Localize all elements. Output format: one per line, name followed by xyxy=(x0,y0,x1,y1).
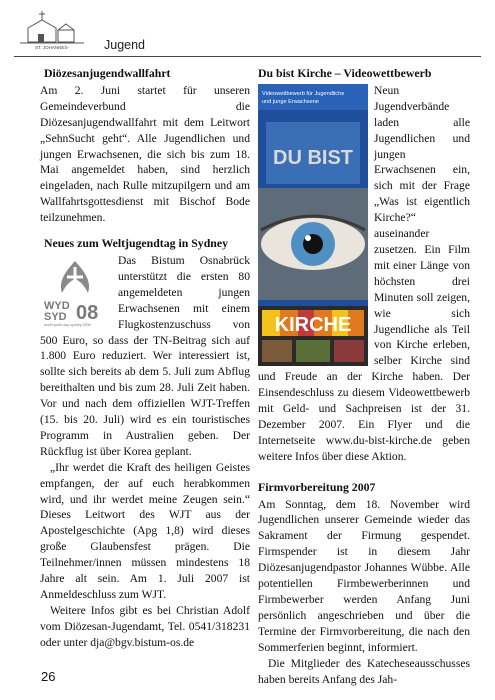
poster-image xyxy=(258,84,368,366)
svg-text:08: 08 xyxy=(76,301,99,324)
svg-text:WYD: WYD xyxy=(44,299,70,312)
article-weltjugendtag xyxy=(40,236,250,651)
svg-text:DU BIST: DU BIST xyxy=(273,146,353,169)
svg-text:world youth day sydney 2008: world youth day sydney 2008 xyxy=(44,322,91,327)
right-column xyxy=(258,66,470,687)
article-title: Firmvorbereitung 2007 xyxy=(258,479,376,494)
wyd-logo xyxy=(40,257,110,327)
article-du-bist-kirche xyxy=(258,66,470,465)
article-title: Neues zum Weltjugendtag in Sydney xyxy=(44,236,228,251)
article-paragraph: Am Sonntag, dem 18. November wird Jugendlichen unserer Gemeinde wieder das Sakrament der Firmung gespendet. Firmspender ist in diesem Jahr Diözesanjugendpastor Johannes Wübbe. Alle potentiellen Firmbewerberinnen und Firmbewerber werden Anfang Juni persönlich angeschrieben und über die Termine der Firmvorbereitung, die nach den Sommerferien beginnt, informiert. xyxy=(258,497,470,654)
parish-logo xyxy=(14,8,92,52)
video-contest-poster xyxy=(258,84,368,366)
wyd-cross-icon xyxy=(40,257,110,327)
article-dioezesanjugendwallfahrt xyxy=(40,66,250,226)
left-column xyxy=(40,66,250,651)
article-title: Diözesanjugendwallfahrt xyxy=(44,66,171,80)
article-body: Am 2. Juni startet für unseren Gemeindeverbund die Diözesanjugendwallfahrt mit dem Leitwort „SehnSucht geht“. Alle Jugendlichen und jungen Erwachsenen, die sich bis zum 18. Mai angemeldet haben, sind herzlich eingeladen, nach Rulle mitzupilgern und am Wallfahrtsgottesdienst mit Bischof Bode teilzunehmen. xyxy=(40,83,250,225)
page-number: 26 xyxy=(41,669,56,684)
svg-text:KIRCHE: KIRCHE xyxy=(274,313,352,336)
section-title: Jugend xyxy=(104,38,146,52)
church-logo-icon xyxy=(14,8,92,52)
article-paragraph: Die Mitglieder des Katecheseausschusses haben bereits Anfang des Jah- xyxy=(258,656,470,686)
svg-text:Videowettbewerb für Jugendlich: Videowettbewerb für Jugendliche xyxy=(262,90,345,97)
article-paragraph: „Ihr werdet die Kraft des heiligen Geistes empfangen, der auf euch herabkommen wird, und ihr werdet meine Zeugen sein.“ Dieses Leitwort des WJT aus der Apostelgeschichte (Apg 1,8) wird dieses große Glaubensfest prägen. Die Teilnehmer/innen müssen mindestens 18 Jahre alt sein. Am 1. Juli 2007 ist Anmeldeschluss zum WJT. xyxy=(40,460,250,601)
article-title: Du bist Kirche – Videowettbewerb xyxy=(258,66,432,80)
article-body: Neun Jugendverbände laden alle Jugendlichen und jungen Erwachsenen ein, sich mit der Frage „Was ist eigentlich Kirche?“ auseinander zusetzen. Ein Film mit einer Länge von höchsten drei Minuten soll zeigen, wie sich Jugendliche als Teil von Kirche erleben, selber Kirche sind und Freude an der Kirche haben. Der Einsendeschluss zu diesem Videowettbewerb mit Geld- und Sachpreisen ist der 31. Dezember 2007. Ein Flyer und die Internetseite www.du-bist-kirche.de geben weitere Infos über diese Aktion. xyxy=(258,83,470,463)
article-paragraph: Weitere Infos gibt es bei Christian Adolf vom Diözesan-Jugendamt, Tel. 0541/318231 oder unter dja@bgv.bistum-os.de xyxy=(40,603,250,649)
article-paragraph: Das Bistum Osnabrück unterstützt die ersten 80 angemeldeten jungen Erwachsenen mit einem Flugkostenzuschuss von 500 Euro, so dass der TN-Beitrag sich auf 1.800 Euro reduziert. Wer interessiert ist, sollte sich bereits ab dem 5. Juli zum Abflug bereithalten und bis zum 28. Juli Zeit haben. Vor und nach dem offiziellen WJT-Treffen (15. bis 20. Juli) wird es ein touristisches Programm in Australien geben. Der Rückflug ist über Korea geplant. xyxy=(40,253,250,458)
svg-text:ST. JOHANNES-: ST. JOHANNES- xyxy=(35,45,69,50)
svg-text:und junge Erwachsene: und junge Erwachsene xyxy=(262,98,319,105)
header-divider xyxy=(14,56,481,57)
article-firmvorbereitung xyxy=(258,480,470,688)
svg-text:SYD: SYD xyxy=(44,310,67,323)
